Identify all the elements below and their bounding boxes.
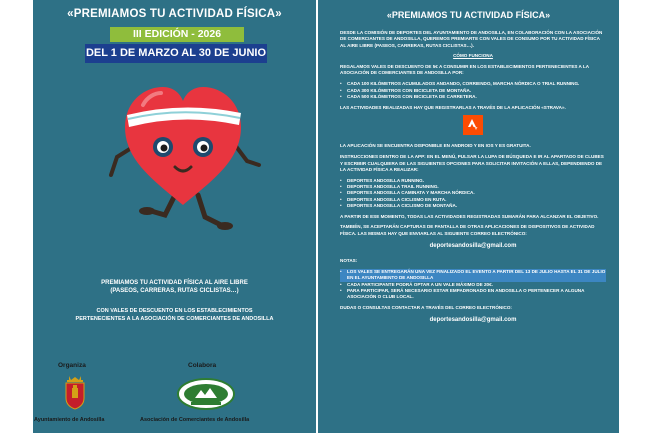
list-item: • LOS VALES SE ENTREGARÁN UNA VEZ FINALIZADO EL EVENTO A PARTIR DEL 13 DE JULIO HASTA EL 31 DE JULIO EN EL AYUNTAMIENTO DE ANDOSILLA [340, 269, 606, 282]
list-item: • CADA PARTICIPANTE PODRÁ OPTAR A UN VALE MÁXIMO DE 20€. [340, 282, 606, 288]
intro-text: DESDE LA COMISIÓN DE DEPORTES DEL AYUNTAMIENTO DE ANDOSILLA, EN COLABORACIÓN CON LA ASOCIACIÓN DE COMERCIANTES DE ANDOSILLA, QUEREMOS PREMIARTE CON VALES DE CONSUMO POR TU ACTIVIDAD FÍSICA AL AIRE LIBRE (PASEOS, CARRERAS, RUTAS CICLISTAS…). [340, 30, 603, 48]
register-text: LAS ACTIVIDADES REALIZADAS HAY QUE REGISTRARLAS A TRAVÉS DE LA APLICACIÓN «STRAVA». [340, 104, 566, 110]
andosilla-crest-icon [63, 376, 87, 410]
edition-badge: III EDICIÓN - 2026 [110, 27, 244, 42]
colabora-name: Asociación de Comerciantes de Andosilla [140, 417, 250, 423]
right-content [340, 30, 606, 333]
list-item: • CADA 500 KILÓMETROS CON BICICLETA DE CARRETERA. [340, 94, 606, 100]
how-text: REGALAMOS VALES DE DESCUENTO DE 5€ A CONSUMIR EN LOS ESTABLECIMIENTOS PERTENECIENTES A LA ASOCIACIÓN DE COMERCIANTES DE ANDOSILLA POR: [340, 64, 589, 76]
instructions-text: INSTRUCCIONES DENTRO DE LA APP: EN EL MENÚ, PULSAR LA LUPA DE BÚSQUEDA E IR AL APARTADO DE CLUBES Y ESCRIBIR CUALQUIERA DE LAS SIGUIENTES OPCIONES PARA SOLICITAR INVITACIÓN A ELLAS, DEPENDIENDO DE LA ACTIVIDAD FÍSICA A REALIZAR: [340, 154, 604, 172]
left-body: CON VALES DE DESCUENTO EN LOS ESTABLECIMIENTOS PERTENECIENTES A LA ASOCIACIÓN DE COMERCIANTES DE ANDOSILLA [75, 308, 274, 322]
left-heading: PREMIAMOS TU ACTIVIDAD FÍSICA AL AIRE LIBRE (PASEOS, CARRERAS, RUTAS CICLISTAS…) [101, 280, 248, 294]
comerciantes-badge-icon [177, 378, 235, 410]
left-title: «PREMIAMOS TU ACTIVIDAD FÍSICA» [67, 8, 282, 20]
dates-banner: DEL 1 DE MARZO AL 30 DE JUNIO [85, 44, 267, 63]
clubs-list [340, 178, 606, 209]
app-text: LA APLICACIÓN SE ENCUENTRA DISPONIBLE EN ANDROID Y EN IOS Y ES GRATUITA. [340, 143, 531, 149]
list-item: • PARA PARTICIPAR, SERÁ NECESARIO ESTAR EMPADRONADO EN ANDOSILLA O PERTENECER A ALGUNA ASOCIACIÓN O CLUB LOCAL. [340, 288, 606, 301]
from-then-text: A PARTIR DE ESE MOMENTO, TODAS LAS ACTIVIDADES REGISTRADAS SUMARÁN PARA ALCANZAR EL OBJETIVO. [340, 213, 599, 219]
colabora-label: Colabora [188, 362, 217, 369]
rules-list [340, 81, 606, 100]
notes-label: NOTAS: [340, 258, 358, 264]
email-link-2[interactable]: deportesandosilla@gmail.com [429, 317, 517, 324]
doubts-text: DUDAS O CONSULTAS CONTACTAR A TRAVÉS DEL CORREO ELECTRÓNICO: [340, 305, 512, 311]
email-link[interactable]: deportesandosilla@gmail.com [429, 243, 517, 250]
strava-logo-icon [463, 115, 483, 135]
right-panel [318, 0, 619, 433]
list-item: • CADA 100 KILÓMETROS ACUMULADOS ANDANDO, CORRIENDO, MARCHA NÓRDICA O TRIAL RUNNING. [340, 81, 606, 87]
list-item: • DEPORTES ANDOSILLA CAMINATA Y MARCHA NÓRDICA. [340, 190, 606, 196]
right-title: «PREMIAMOS TU ACTIVIDAD FÍSICA» [386, 10, 551, 20]
heart-mascot-icon [103, 75, 263, 245]
list-item: • CADA 300 KILÓMETROS CON BICICLETA DE MONTAÑA. [340, 88, 606, 94]
organiza-name: Ayuntamiento de Andosilla [34, 417, 105, 423]
organiza-label: Organiza [58, 362, 86, 369]
list-item: • DEPORTES ANDOSILLA CICLISMO DE MONTAÑA. [340, 203, 606, 209]
screenshots-text: TAMBIÉN, SE ACEPTARÁN CAPTURAS DE PANTALLA DE OTRAS APLICACIONES DE DISPOSITIVOS DE ACTIVIDAD FÍSICA. LAS MISMAS HAY QUE ENVIARLAS AL SIGUIENTE CORREO ELECTRÓNICO: [340, 224, 595, 236]
notes-list [340, 269, 606, 300]
list-item: • DEPORTES ANDOSILLA CICLISMO EN RUTA. [340, 197, 606, 203]
list-item: • DEPORTES ANDOSILLA RUNNING. [340, 178, 606, 184]
how-title: CÓMO FUNCIONA [453, 53, 493, 59]
list-item: • DEPORTES ANDOSILLA TRAIL RUNNING. [340, 184, 606, 190]
